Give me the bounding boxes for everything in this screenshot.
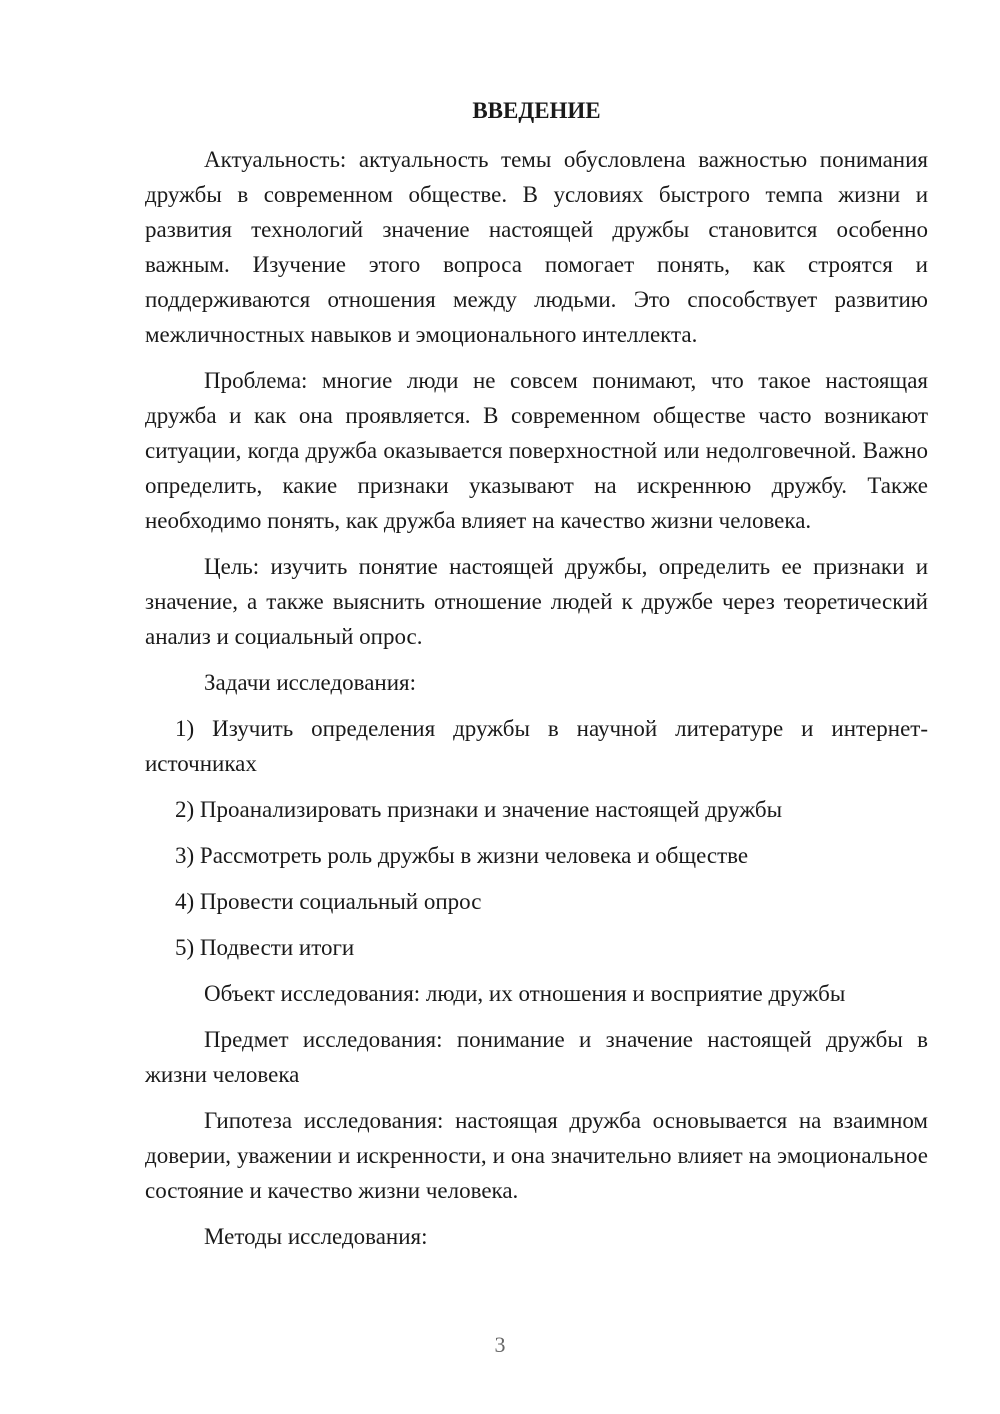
document-page — [145, 96, 928, 1265]
page-number: 3 — [494, 1332, 506, 1357]
section-title: ВВЕДЕНИЕ — [472, 98, 601, 123]
methods-heading: Методы исследования: — [204, 1224, 428, 1249]
paragraph-relevance: Актуальность: актуальность темы обусловлена важностью понимания дружбы в современном обществе. В условиях быстрого темпа жизни и развития технологий значение настоящей дружбы становится особенно важным. Изучение этого вопроса помогает понять, как строятся и поддерживаются отношения между людьми. Это способствует развитию межличностных навыков и эмоционального интеллекта. — [145, 147, 928, 347]
paragraph-subject: Предмет исследования: понимание и значение настоящей дружбы в жизни человека — [145, 1027, 928, 1087]
paragraph-hypothesis: Гипотеза исследования: настоящая дружба основывается на взаимном доверии, уважении и искренности, и она значительно влияет на эмоциональное состояние и качество жизни человека. — [145, 1108, 928, 1203]
task-item: 5) Подвести итоги — [175, 935, 355, 960]
task-item: 2) Проанализировать признаки и значение настоящей дружбы — [175, 797, 783, 822]
paragraph-goal: Цель: изучить понятие настоящей дружбы, определить ее признаки и значение, а также выяснить отношение людей к дружбе через теоретический анализ и социальный опрос. — [145, 554, 928, 649]
paragraph-object: Объект исследования: люди, их отношения и восприятие дружбы — [204, 981, 846, 1006]
task-item: 3) Рассмотреть роль дружбы в жизни человека и обществе — [175, 843, 749, 868]
task-item: 4) Провести социальный опрос — [175, 889, 482, 914]
task-item: 1) Изучить определения дружбы в научной литературе и интернет-источниках — [145, 716, 928, 776]
tasks-heading: Задачи исследования: — [204, 670, 417, 695]
paragraph-problem: Проблема: многие люди не совсем понимают, что такое настоящая дружба и как она проявляется. В современном обществе часто возникают ситуации, когда дружба оказывается поверхностной или недолговечной. Важно определить, какие признаки указывают на искреннюю дружбу. Также необходимо понять, как дружба влияет на качество жизни человека. — [145, 368, 928, 533]
